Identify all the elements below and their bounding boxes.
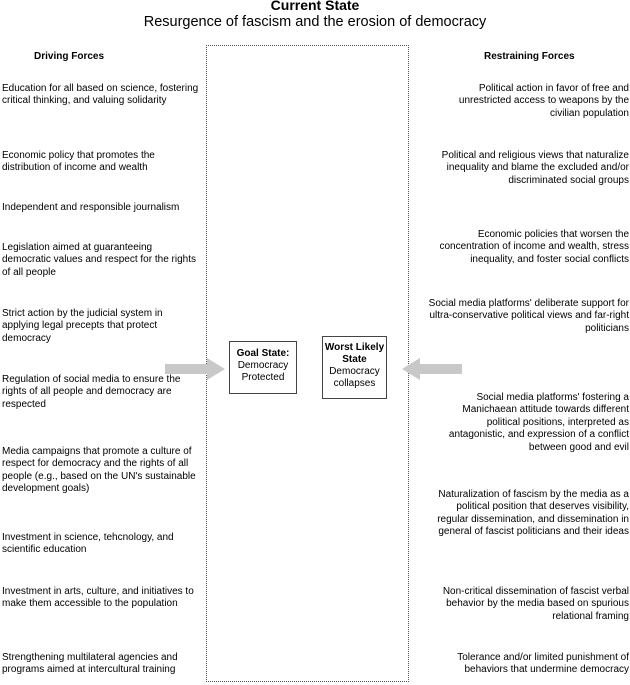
goal-state-label: Goal State: — [236, 348, 290, 359]
driving-force-item: Independent and responsible journalism — [2, 202, 180, 213]
driving-force-item: Legislation aimed at guaranteeing democratic values and respect for the rights of all people — [2, 242, 196, 278]
worst-state-text: Democracy collapses — [329, 366, 380, 389]
driving-forces-heading: Driving Forces — [34, 51, 105, 62]
restraining-force-item: Tolerance and/or limited punishment of behaviors that undermine democracy — [457, 652, 629, 676]
driving-force-item: Economic policy that promotes the distribution of income and wealth — [2, 150, 155, 174]
driving-force-item: Media campaigns that promote a culture of respect for democracy and the rights of all people (e.g., based on the UN's sustainable development goals) — [2, 446, 196, 495]
restraining-force-item: Non-critical dissemination of fascist verbal behavior by the media based on spurious relational framing — [442, 586, 629, 622]
goal-state-text: Democracy Protected — [237, 360, 289, 383]
restraining-force-item: Naturalization of fascism by the media as a political position that deserves visibility, regular dissemination, and dissemination in general of fascist politicians and their ideas — [437, 489, 629, 538]
driving-force-item: Strengthening multilateral agencies and programs aimed at intercultural training — [2, 652, 178, 676]
driving-force-item: Investment in arts, culture, and initiatives to make them accessible to the population — [2, 586, 194, 610]
page-title: Current State — [270, 0, 360, 13]
restraining-force-item: Political and religious views that naturalize inequality and blame the excluded and/or discriminated social groups — [441, 150, 629, 186]
goal-state-box — [229, 341, 297, 394]
worst-state-label: Worst Likely State — [324, 342, 385, 365]
driving-force-item: Strict action by the judicial system in applying legal precepts that protect democracy — [2, 308, 163, 344]
restraining-force-item: Social media platforms' fostering a Manichaean attitude towards different political positions, interpreted as antagonistic, and expression of a conflict between good and evil — [448, 392, 629, 453]
restraining-force-item: Economic policies that worsen the concentration of income and wealth, stress inequality, and foster social conflicts — [439, 229, 629, 265]
restraining-force-item: Political action in favor of free and unrestricted access to weapons by the civilian population — [458, 83, 629, 119]
driving-arrow-icon — [165, 357, 227, 381]
restraining-arrow-icon — [400, 357, 462, 381]
driving-force-item: Regulation of social media to ensure the rights of all people and democracy are respected — [2, 374, 181, 410]
worst-state-box — [322, 336, 387, 399]
driving-force-item: Investment in science, tehcnology, and scientific education — [2, 532, 174, 556]
restraining-force-item: Social media platforms' deliberate support for ultra-conservative political views and far-right politicians — [428, 298, 629, 334]
driving-force-item: Education for all based on science, fostering critical thinking, and valuing solidarity — [2, 83, 199, 107]
restraining-forces-heading: Restraining Forces — [484, 51, 575, 62]
page-subtitle: Resurgence of fascism and the erosion of democracy — [143, 14, 487, 30]
